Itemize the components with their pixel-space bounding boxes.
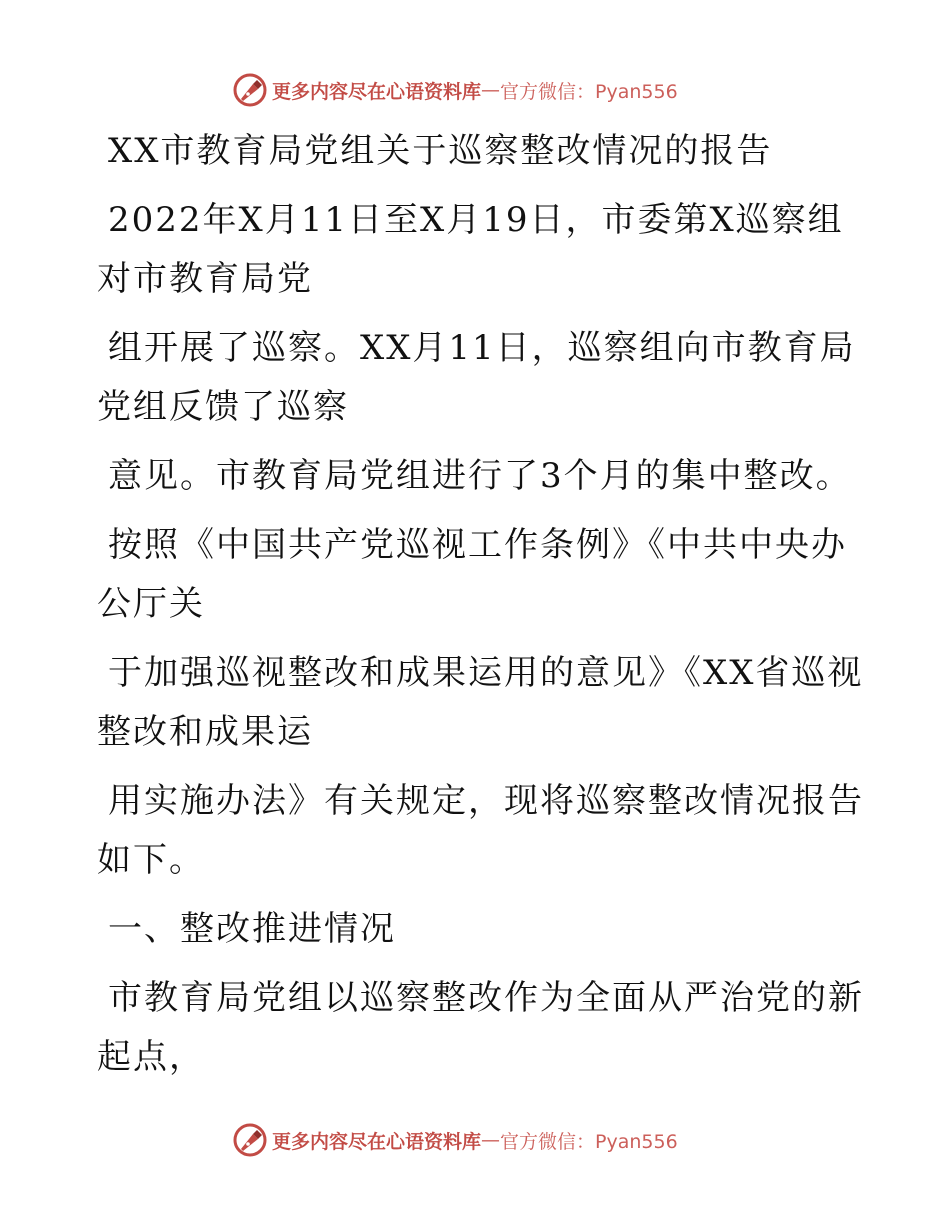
- paragraph-1: 2022年X月11日至X月19日，市委第X巡察组对市教育局党: [97, 200, 844, 299]
- watermark-sub-text: 官方微信：Pyan556: [500, 80, 678, 103]
- watermark-main-text: 更多内容尽在心语资料库: [272, 80, 482, 103]
- section-paragraph-1: 市教育局党组以巡察整改作为全面从严治党的新起点，: [97, 978, 864, 1077]
- pen-nib-logo-icon: [232, 1122, 268, 1158]
- pen-nib-logo-icon: [232, 72, 268, 108]
- document-title: XX市教育局党组关于巡察整改情况的报告: [108, 131, 773, 171]
- paragraph-4: 按照《中国共产党巡视工作条例》《中共中央办公厅关: [97, 525, 847, 624]
- watermark-sub-text: 官方微信：Pyan556: [500, 1130, 678, 1153]
- footer-watermark: [232, 1120, 678, 1160]
- watermark-separator: —: [481, 1129, 501, 1151]
- paragraph-2: 组开展了巡察。XX月11日，巡察组向市教育局党组反馈了巡察: [97, 328, 856, 427]
- paragraph-5: 于加强巡视整改和成果运用的意见》《XX省巡视整改和成果运: [97, 653, 864, 752]
- paragraph-3: 意见。市教育局党组进行了3个月的集中整改。: [108, 456, 852, 496]
- paragraph-6: 用实施办法》有关规定，现将巡察整改情况报告如下。: [97, 781, 864, 880]
- watermark-main-text: 更多内容尽在心语资料库: [272, 1130, 482, 1153]
- section-heading: 一、整改推进情况: [108, 909, 396, 949]
- header-watermark: [232, 70, 678, 110]
- watermark-separator: —: [481, 79, 501, 101]
- document-body: [97, 122, 867, 1097]
